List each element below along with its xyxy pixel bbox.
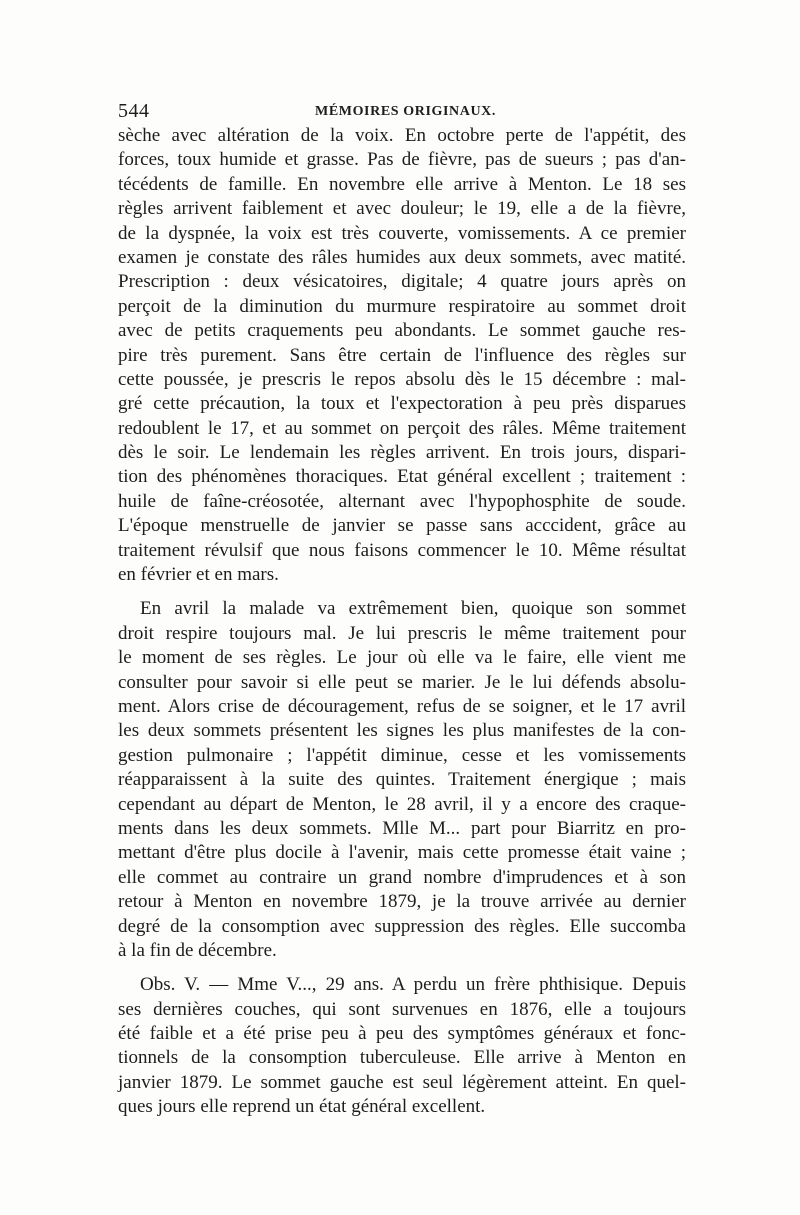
- text-line: gré cette précaution, la toux et l'expectoration à peu près disparues: [118, 393, 686, 415]
- text-line: sèche avec altération de la voix. En octobre perte de l'appétit, des: [118, 125, 686, 146]
- text-line: dès le soir. Le lendemain les règles arrivent. En trois jours, dispari-: [118, 442, 686, 464]
- text-line: pire très purement. Sans être certain de l'influence des règles sur: [118, 344, 686, 366]
- text-line: cependant au départ de Menton, le 28 avril, il y a encore des craque-: [118, 793, 686, 815]
- text-line: ment. Alors crise de découragement, refus de se soigner, et le 17 avril: [118, 695, 686, 717]
- text-line: Prescription : deux vésicatoires, digitale; 4 quatre jours après on: [118, 271, 686, 293]
- text-line: Obs. V. — Mme V..., 29 ans. A perdu un frère phthisique. Depuis: [140, 974, 686, 996]
- text-line: tion des phénomènes thoraciques. Etat général excellent ; traitement :: [118, 466, 686, 488]
- paragraph-2: [118, 597, 686, 963]
- text-line: règles arrivent faiblement et avec douleur; le 19, elle a de la fièvre,: [118, 198, 686, 220]
- body-text: [118, 124, 686, 1120]
- text-line: ments dans les deux sommets. Mlle M... part pour Biarritz en pro-: [118, 817, 686, 839]
- text-line: elle commet au contraire un grand nombre d'imprudences et à son: [118, 866, 686, 888]
- paragraph-3: [118, 973, 686, 1119]
- page-number: 544: [118, 100, 150, 122]
- text-line: redoublent le 17, et au sommet on perçoit des râles. Même traitement: [118, 417, 686, 439]
- text-line: réapparaissent à la suite des quintes. Traitement énergique ; mais: [118, 769, 686, 791]
- text-line: gestion pulmonaire ; l'appétit diminue, cesse et les vomissements: [118, 744, 686, 766]
- text-line: técédents de famille. En novembre elle arrive à Menton. Le 18 ses: [118, 173, 686, 195]
- text-line: ses dernières couches, qui sont survenues en 1876, elle a toujours: [118, 998, 686, 1020]
- text-line: cette poussée, je prescris le repos absolu dès le 15 décembre : mal-: [118, 368, 686, 390]
- text-line: droit respire toujours mal. Je lui prescris le même traitement pour: [118, 622, 686, 644]
- text-line: janvier 1879. Le sommet gauche est seul légèrement atteint. En quel-: [118, 1071, 686, 1093]
- text-line: examen je constate des râles humides aux deux sommets, avec matité.: [118, 246, 686, 268]
- text-line: ques jours elle reprend un état général excellent.: [118, 1096, 486, 1118]
- paragraph-gap: [118, 587, 686, 597]
- paragraph-1: [118, 124, 686, 587]
- text-line: avec de petits craquements peu abondants. Le sommet gauche res-: [118, 320, 686, 342]
- paragraph-gap: [118, 963, 686, 973]
- text-line: de la dyspnée, la voix est très couverte, vomissements. A ce premier: [118, 222, 686, 244]
- text-line: consulter pour savoir si elle peut se marier. Je le lui défends absolu-: [118, 671, 686, 693]
- running-head: MÉMOIRES ORIGINAUX.: [315, 104, 496, 119]
- text-line: les deux sommets présentent les signes les plus manifestes de la con-: [118, 720, 686, 742]
- text-line: retour à Menton en novembre 1879, je la trouve arrivée au dernier: [118, 891, 686, 913]
- text-line: tionnels de la consomption tuberculeuse. Elle arrive à Menton en: [118, 1047, 686, 1069]
- text-line: le moment de ses règles. Le jour où elle va le faire, elle vient me: [118, 647, 686, 669]
- text-line: degré de la consomption avec suppression des règles. Elle succomba: [118, 915, 686, 937]
- text-line: perçoit de la diminution du murmure respiratoire au sommet droit: [118, 295, 686, 317]
- text-line: à la fin de décembre.: [118, 939, 277, 961]
- text-line: L'époque menstruelle de janvier se passe sans acccident, grâce au: [118, 515, 686, 537]
- text-line: été faible et a été prise peu à peu des symptômes généraux et fonc-: [118, 1023, 686, 1045]
- text-line: mettant d'être plus docile à l'avenir, mais cette promesse était vaine ;: [118, 842, 686, 864]
- text-line: En avril la malade va extrêmement bien, quoique son sommet: [140, 598, 686, 620]
- text-line: en février et en mars.: [118, 564, 279, 586]
- text-line: forces, toux humide et grasse. Pas de fièvre, pas de sueurs ; pas d'an-: [118, 149, 686, 171]
- text-line: traitement révulsif que nous faisons commencer le 10. Même résultat: [118, 539, 686, 561]
- text-line: huile de faîne-créosotée, alternant avec l'hypophosphite de soude.: [118, 490, 686, 512]
